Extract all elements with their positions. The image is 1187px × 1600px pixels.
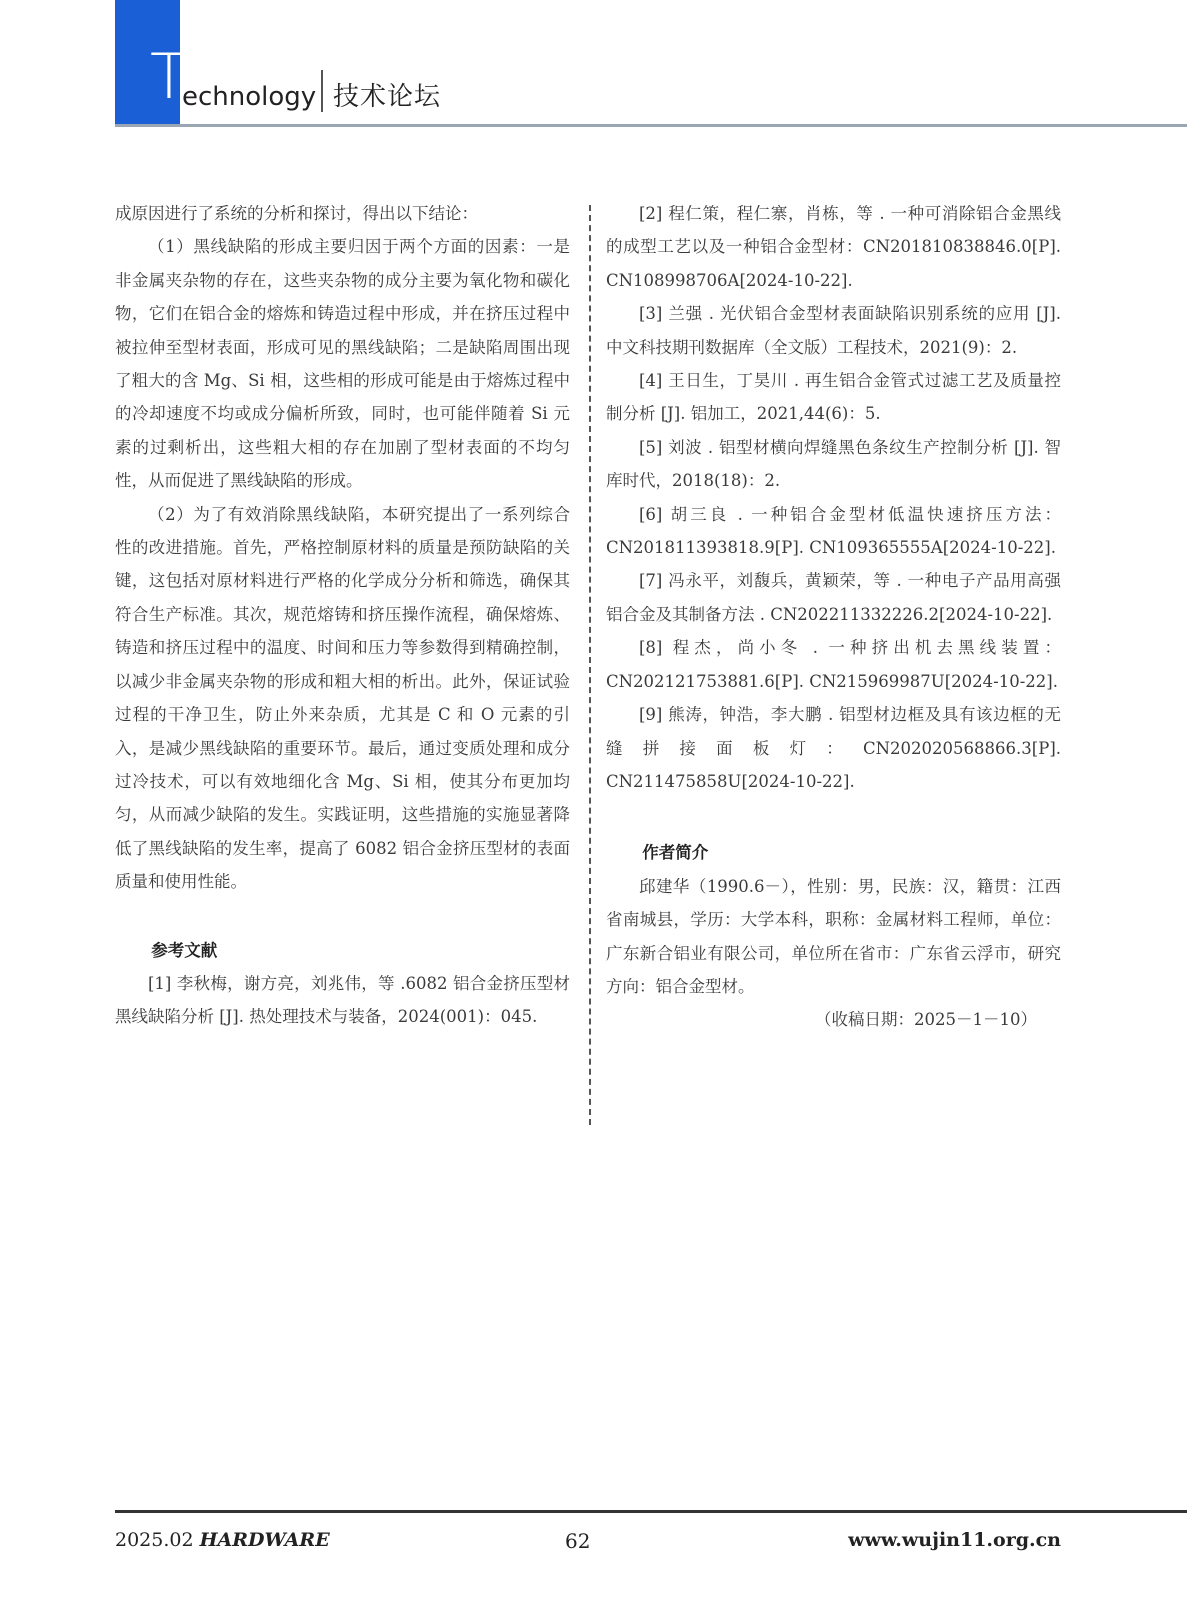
page-number: 62 (565, 1529, 591, 1553)
column-divider (589, 205, 591, 1125)
footer-issue (115, 1529, 330, 1551)
website-url: www.wujin11.org.cn (848, 1529, 1061, 1551)
received-date: （收稿日期：2025－1－10） (815, 1010, 1037, 1030)
section-title: 技术论坛 (333, 82, 442, 112)
reference-9: [9] 熊涛，钟浩，李大鹏 . 铝型材边框及具有该边框的无缝拼接面板灯：CN202020568866.3[P]. CN211475858U[2024-10-22]. (606, 705, 1061, 791)
header-word: echnology (182, 82, 317, 112)
reference-3: [3] 兰强 . 光伏铝合金型材表面缺陷识别系统的应用 [J]. 中文科技期刊数据库（全文版）工程技术，2021(9)：2. (606, 304, 1061, 357)
reference-2: [2] 程仁策，程仁寨，肖栋，等 . 一种可消除铝合金黑线的成型工艺以及一种铝合金型材：CN201810838846.0[P]. CN108998706A[2024-10-22]. (606, 204, 1061, 290)
references-heading: 参考文献 (151, 940, 218, 960)
reference-6: [6] 胡三良 . 一种铝合金型材低温快速挤压方法：CN201811393818.9[P]. CN109365555A[2024-10-22]. (606, 504, 1061, 558)
author-bio: 邱建华（1990.6－），性别：男，民族：汉，籍贯：江西省南城县，学历：大学本科，职称：金属材料工程师，单位：广东新合铝业有限公司，单位所在省市：广东省云浮市，研究方向：铝合金型材。 (606, 876, 1061, 996)
conclusion-1: （1）黑线缺陷的形成主要归因于两个方面的因素：一是非金属夹杂物的存在，这些夹杂物的成分主要为氧化物和碳化物，它们在铝合金的熔炼和铸造过程中形成，并在挤压过程中被拉伸至型材表面，形成可见的黑线缺陷；二是缺陷周围出现了粗大的含 Mg、Si 相，这些相的形成可能是由于熔炼过程中的冷却速度不均或成分偏析所致，同时，也可能伴随着 Si 元素的过剩析出，这些粗大相的存在加剧了型材表面的不均匀性，从而促进了黑线缺陷的形成。 (115, 237, 570, 491)
reference-5: [5] 刘波 . 铝型材横向焊缝黑色条纹生产控制分析 [J]. 智库时代，2018(18)：2. (606, 437, 1061, 491)
header-separator (321, 70, 323, 112)
issue-date: 2025.02 (115, 1529, 194, 1551)
left-column (115, 197, 570, 1034)
intro-paragraph: 成原因进行了系统的分析和探讨，得出以下结论： (115, 204, 478, 223)
right-column (606, 197, 1061, 1037)
magazine-name: HARDWARE (199, 1529, 330, 1551)
reference-7: [7] 冯永平，刘馥兵，黄颖荣，等 . 一种电子产品用高强铝合金及其制备方法 . CN202211332226.2[2024-10-22]. (606, 571, 1061, 624)
footer-rule (115, 1510, 1187, 1513)
reference-4: [4] 王日生，丁昊川 . 再生铝合金管式过滤工艺及质量控制分析 [J]. 铝加工，2021,44(6)：5. (606, 371, 1061, 424)
author-heading: 作者简介 (642, 843, 709, 863)
reference-1: [1] 李秋梅，谢方亮，刘兆伟，等 .6082 铝合金挤压型材黑线缺陷分析 [J]. 热处理技术与装备，2024(001)：045. (115, 973, 570, 1027)
reference-8: [8] 程杰，尚小冬 . 一种挤出机去黑线装置：CN202121753881.6[P]. CN215969987U[2024-10-22]. (606, 638, 1061, 691)
conclusion-2: （2）为了有效消除黑线缺陷，本研究提出了一系列综合性的改进措施。首先，严格控制原材料的质量是预防缺陷的关键，这包括对原材料进行严格的化学成分分析和筛选，确保其符合生产标准。其次，规范熔铸和挤压操作流程，确保熔炼、铸造和挤压过程中的温度、时间和压力等参数得到精确控制，以减少非金属夹杂物的形成和粗大相的析出。此外，保证试验过程的干净卫生，防止外来杂质，尤其是 C 和 O 元素的引入，是减少黑线缺陷的重要环节。最后，通过变质处理和成分过冷技术，可以有效地细化含 Mg、Si 相，使其分布更加均匀，从而减少缺陷的发生。实践证明，这些措施的实施显著降低了黑线缺陷的发生率，提高了 6082 铝合金挤压型材的表面质量和使用性能。 (115, 504, 570, 892)
header-initial: T (150, 40, 188, 113)
header-rule (115, 124, 1187, 127)
